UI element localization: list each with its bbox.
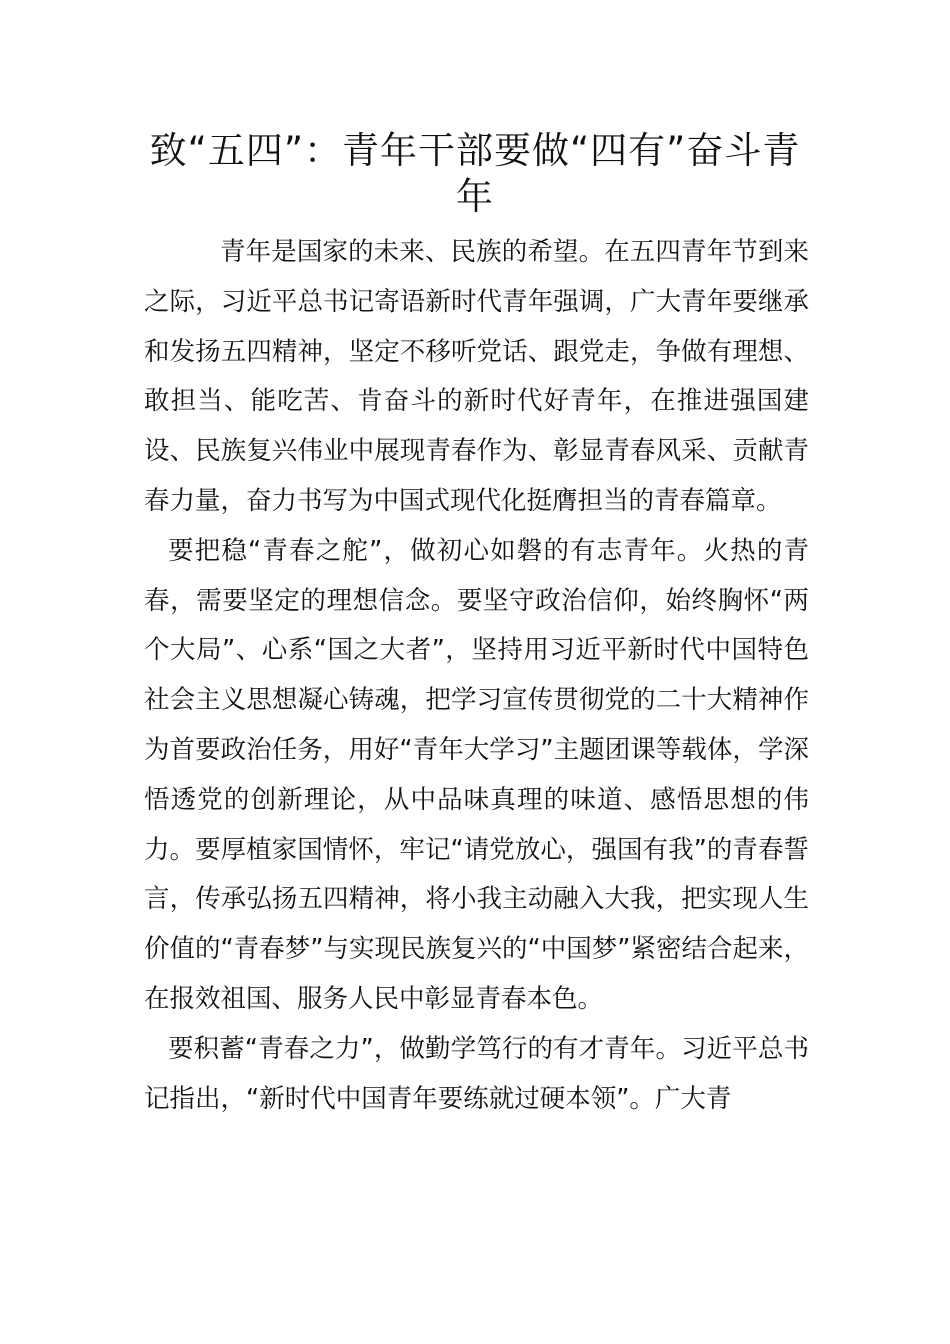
paragraph-intro: 青年是国家的未来、民族的希望。在五四青年节到来之际，习近平总书记寄语新时代青年强调，广大青年要继承和发扬五四精神，坚定不移听党话、跟党走，争做有理想、敢担当、能吃苦、肯奋斗的新时代好青年，在推进强国建设、民族复兴伟业中展现青春作为、彰显青春风采、贡献青春力量，奋力书写为中国式现代化挺膺担当的青春篇章。 bbox=[144, 237, 809, 516]
paragraph-abilities: 要积蓄“青春之力”，做勤学笃行的有才青年。习近平总书记指出，“新时代中国青年要练就过硬本领”。广大青 bbox=[144, 1033, 809, 1114]
document-body bbox=[144, 228, 809, 1124]
paragraph-ideals: 要把稳“青春之舵”，做初心如磐的有志青年。火热的青春，需要坚定的理想信念。要坚守政治信仰，始终胸怀“两个大局”、心系“国之大者”，坚持用习近平新时代中国特色社会主义思想凝心铸魂，把学习宣传贯彻党的二十大精神作为首要政治任务，用好“青年大学习”主题团课等载体，学深悟透党的创新理论，从中品味真理的味道、感悟思想的伟力。要厚植家国情怀，牢记“请党放心，强国有我”的青春誓言，传承弘扬五四精神，将小我主动融入大我，把实现人生价值的“青春梦”与实现民族复兴的“中国梦”紧密结合起来，在报效祖国、服务人民中彰显青春本色。 bbox=[144, 535, 809, 1014]
document-title: 致“五四”：青年干部要做“四有”奋斗青年 bbox=[149, 129, 801, 218]
